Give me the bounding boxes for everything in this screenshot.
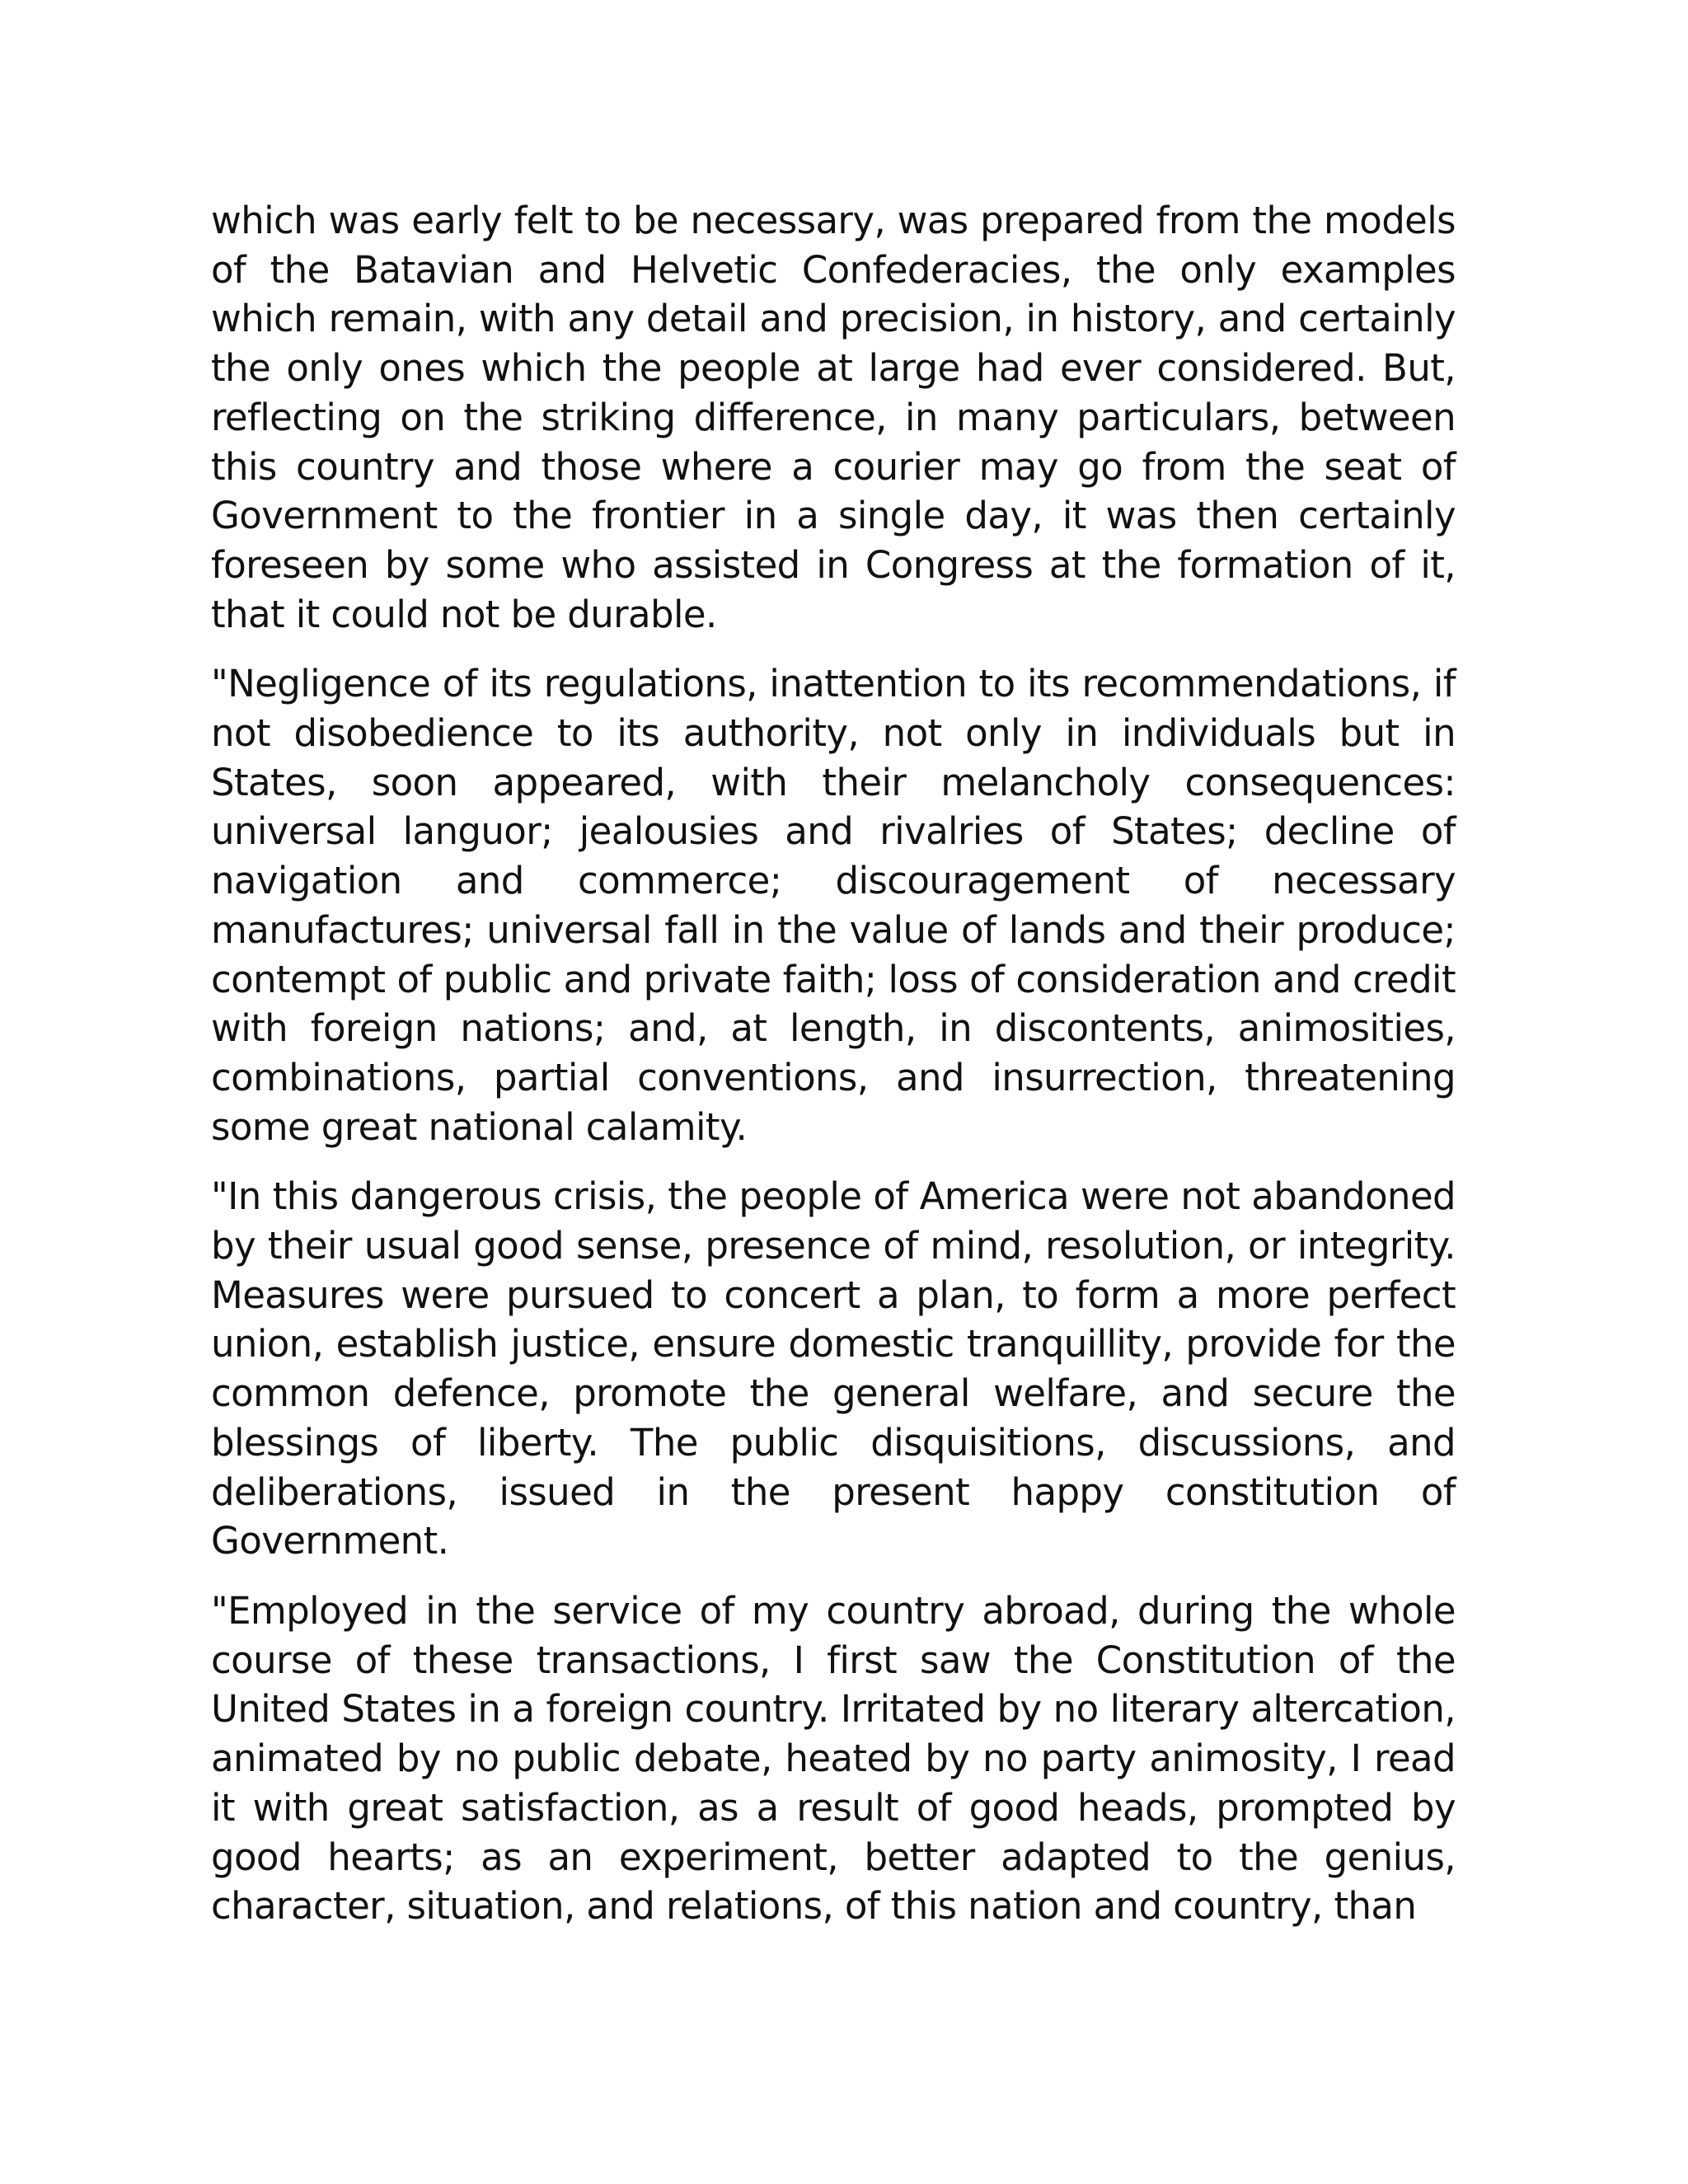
paragraph-3: "In this dangerous crisis, the people of America were not abandoned by their usual good sense, presence of mind, resolution, or integrity. Measures were pursued to concert a plan, to form a more perfect union, establish justice, ensure domestic tranquillity, provide for the common defence, promote the general welfare, and secure the blessings of liberty. The public disquisitions, discussions, and deliberations, issued in the present happy constitution of Government.: [211, 1174, 1456, 1563]
paragraph-1: which was early felt to be necessary, was prepared from the models of the Batavian and Helvetic Confederacies, the only examples which remain, with any detail and precision, in history, and certainly the only ones which the people at large had ever considered. But, reflecting on the striking difference, in many particulars, between this country and those where a courier may go from the seat of Government to the frontier in a single day, it was then certainly foreseen by some who assisted in Congress at the formation of it, that it could not be durable.: [211, 199, 1456, 636]
paragraph-4: "Employed in the service of my country abroad, during the whole course of these transactions, I first saw the Constitution of the United States in a foreign country. Irritated by no literary altercation, animated by no public debate, heated by no party animosity, I read it with great satisfaction, as a result of good heads, prompted by good hearts; as an experiment, better adapted to the genius, character, situation, and relations, of this nation and country, than: [211, 1588, 1456, 1929]
body-text: [211, 196, 1456, 1952]
paragraph-2: "Negligence of its regulations, inattention to its recommendations, if not disobedience to its authority, not only in individuals but in States, soon appeared, with their melancholy consequences: universal languor; jealousies and rivalries of States; decline of navigation and commerce; discouragement of necessary manufactures; universal fall in the value of lands and their produce; contempt of public and private faith; loss of consideration and credit with foreign nations; and, at length, in discontents, animosities, combinations, partial conventions, and insurrection, threatening some great national calamity.: [211, 662, 1456, 1149]
